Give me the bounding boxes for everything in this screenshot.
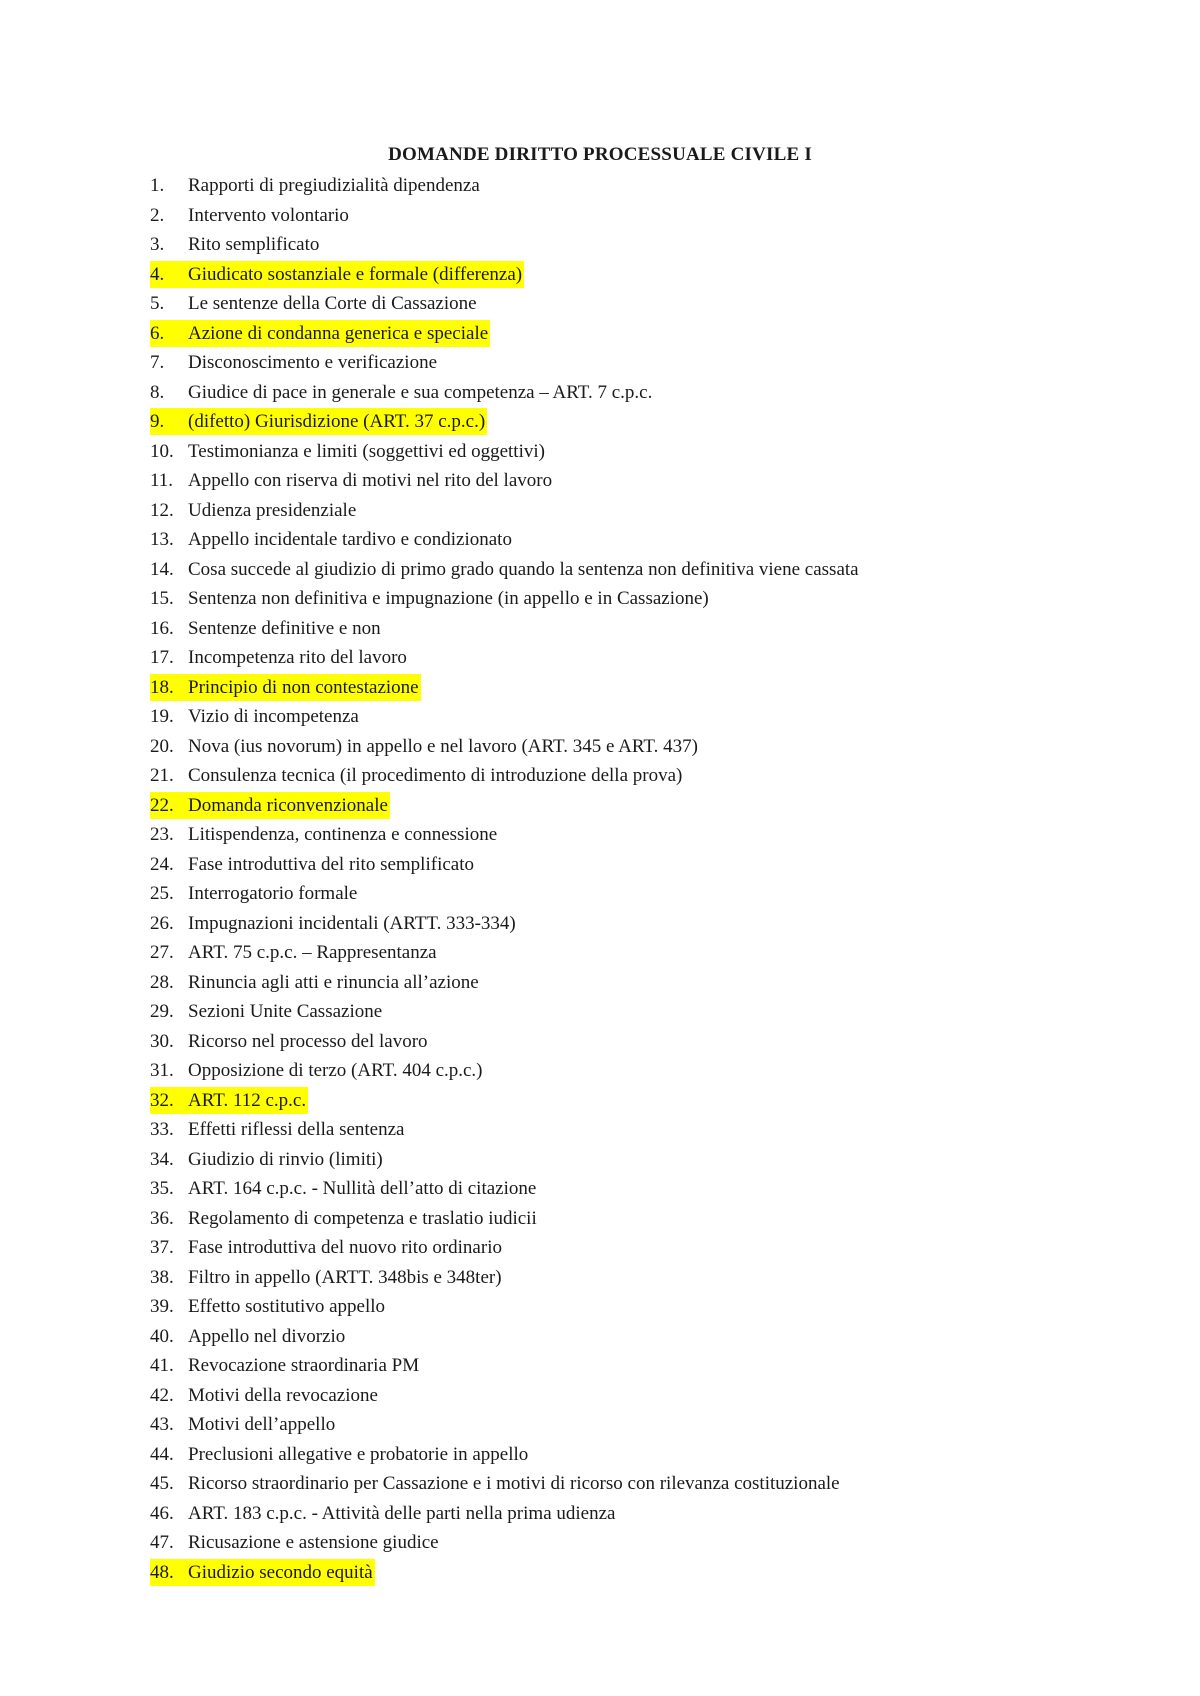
question-number: 7. bbox=[150, 352, 165, 373]
question-text: Fase introduttiva del rito semplificato bbox=[188, 853, 474, 875]
list-item bbox=[150, 467, 861, 497]
question-text-wrap bbox=[150, 910, 518, 937]
question-number: 4. bbox=[150, 263, 165, 285]
question-number: 37. bbox=[150, 1237, 174, 1258]
question-text: Filtro in appello (ARTT. 348bis e 348ter) bbox=[188, 1266, 502, 1288]
question-text-wrap bbox=[150, 1264, 504, 1291]
question-text-wrap bbox=[150, 349, 439, 376]
list-item bbox=[150, 1264, 861, 1294]
question-text: Disconoscimento e verificazione bbox=[188, 352, 438, 373]
question-text: Preclusioni allegative e probatorie in appello bbox=[188, 1443, 529, 1465]
question-text-wrap bbox=[150, 703, 361, 730]
highlighted-question bbox=[150, 1087, 308, 1114]
question-number: 14. bbox=[150, 558, 174, 580]
question-text-wrap bbox=[150, 821, 499, 848]
question-number: 40. bbox=[150, 1325, 174, 1347]
question-text: ART. 164 c.p.c. - Nullità dell’atto di citazione bbox=[188, 1178, 537, 1199]
list-item bbox=[150, 792, 861, 822]
question-number: 5. bbox=[150, 293, 165, 314]
list-item bbox=[150, 1529, 861, 1559]
question-text: Litispendenza, continenza e connessione bbox=[188, 824, 498, 845]
question-text-wrap bbox=[150, 438, 547, 465]
list-item bbox=[150, 821, 861, 851]
list-item bbox=[150, 1028, 861, 1058]
list-item bbox=[150, 674, 861, 704]
list-item bbox=[150, 851, 861, 881]
list-item bbox=[150, 703, 861, 733]
question-text-wrap bbox=[150, 379, 654, 406]
question-number: 41. bbox=[150, 1355, 174, 1376]
question-text: Giudice di pace in generale e sua competenza – ART. 7 c.p.c. bbox=[188, 381, 653, 403]
list-item bbox=[150, 1323, 861, 1353]
question-text-wrap bbox=[150, 969, 481, 996]
question-number: 18. bbox=[150, 676, 174, 698]
question-text: Motivi della revocazione bbox=[188, 1384, 378, 1406]
highlighted-question bbox=[150, 674, 421, 701]
question-number: 16. bbox=[150, 617, 174, 639]
list-item bbox=[150, 231, 861, 261]
question-number: 15. bbox=[150, 588, 174, 609]
question-text-wrap bbox=[150, 1205, 539, 1232]
list-item bbox=[150, 998, 861, 1028]
question-number: 30. bbox=[150, 1030, 174, 1052]
question-number: 27. bbox=[150, 942, 174, 963]
list-item bbox=[150, 320, 861, 350]
question-text-wrap bbox=[150, 1028, 430, 1055]
question-number: 17. bbox=[150, 647, 174, 668]
highlighted-question bbox=[150, 261, 524, 288]
question-text-wrap bbox=[150, 231, 321, 258]
question-number: 22. bbox=[150, 794, 174, 816]
question-text: Giudizio secondo equità bbox=[188, 1561, 373, 1583]
question-text: Consulenza tecnica (il procedimento di introduzione della prova) bbox=[188, 765, 683, 786]
question-text: ART. 75 c.p.c. – Rappresentanza bbox=[188, 942, 437, 963]
question-text-wrap bbox=[150, 172, 482, 199]
question-text-wrap bbox=[150, 467, 554, 494]
highlighted-question bbox=[150, 792, 390, 819]
question-text-wrap bbox=[150, 851, 476, 878]
question-text: Nova (ius novorum) in appello e nel lavoro (ART. 345 e ART. 437) bbox=[188, 735, 698, 757]
list-item bbox=[150, 1205, 861, 1235]
question-number: 10. bbox=[150, 440, 174, 462]
question-text: Revocazione straordinaria PM bbox=[188, 1355, 420, 1376]
list-item bbox=[150, 1470, 861, 1500]
question-text: Ricorso nel processo del lavoro bbox=[188, 1030, 428, 1052]
question-text-wrap bbox=[150, 880, 359, 907]
question-text: Sentenza non definitiva e impugnazione (in appello e in Cassazione) bbox=[188, 588, 709, 609]
question-number: 34. bbox=[150, 1148, 174, 1170]
question-number: 19. bbox=[150, 706, 174, 727]
list-item bbox=[150, 1175, 861, 1205]
question-text: Domanda riconvenzionale bbox=[188, 794, 388, 816]
question-text-wrap bbox=[150, 202, 351, 229]
question-number: 32. bbox=[150, 1089, 174, 1111]
question-text-wrap bbox=[150, 1500, 617, 1527]
question-number: 25. bbox=[150, 883, 174, 904]
question-number: 6. bbox=[150, 322, 165, 344]
question-text: Regolamento di competenza e traslatio iudicii bbox=[188, 1207, 537, 1229]
highlighted-question bbox=[150, 408, 487, 435]
question-text-wrap bbox=[150, 1441, 530, 1468]
list-item bbox=[150, 497, 861, 527]
question-text-wrap bbox=[150, 526, 514, 553]
question-text-wrap bbox=[150, 762, 684, 789]
question-number: 47. bbox=[150, 1532, 174, 1553]
list-item bbox=[150, 202, 861, 232]
question-text: Fase introduttiva del nuovo rito ordinario bbox=[188, 1237, 502, 1258]
question-number: 13. bbox=[150, 529, 174, 550]
list-item bbox=[150, 1057, 861, 1087]
question-text: Testimonianza e limiti (soggettivi ed oggettivi) bbox=[188, 440, 545, 462]
list-item bbox=[150, 615, 861, 645]
question-text-wrap bbox=[150, 1323, 347, 1350]
list-item bbox=[150, 1116, 861, 1146]
question-text: Appello con riserva di motivi nel rito del lavoro bbox=[188, 470, 553, 491]
list-item bbox=[150, 762, 861, 792]
question-text: Opposizione di terzo (ART. 404 c.p.c.) bbox=[188, 1060, 483, 1081]
question-text-wrap bbox=[150, 1116, 406, 1143]
list-item bbox=[150, 349, 861, 379]
list-item bbox=[150, 261, 861, 291]
question-text: Interrogatorio formale bbox=[188, 883, 358, 904]
question-text: Azione di condanna generica e speciale bbox=[188, 322, 489, 344]
question-text-wrap bbox=[150, 615, 383, 642]
question-number: 26. bbox=[150, 912, 174, 934]
list-item bbox=[150, 1087, 861, 1117]
question-number: 31. bbox=[150, 1060, 174, 1081]
highlighted-question bbox=[150, 1559, 375, 1586]
question-text-wrap bbox=[150, 290, 479, 317]
question-text: ART. 183 c.p.c. - Attività delle parti nella prima udienza bbox=[188, 1502, 616, 1524]
question-number: 45. bbox=[150, 1473, 174, 1494]
question-text: Appello incidentale tardivo e condizionato bbox=[188, 529, 512, 550]
list-item bbox=[150, 1234, 861, 1264]
question-number: 2. bbox=[150, 204, 165, 226]
question-number: 38. bbox=[150, 1266, 174, 1288]
question-text: ART. 112 c.p.c. bbox=[188, 1089, 307, 1111]
question-list bbox=[150, 172, 861, 1588]
question-text-wrap bbox=[150, 1234, 504, 1261]
question-number: 24. bbox=[150, 853, 174, 875]
question-text: Intervento volontario bbox=[188, 204, 349, 226]
list-item bbox=[150, 1382, 861, 1412]
question-number: 46. bbox=[150, 1502, 174, 1524]
question-text-wrap bbox=[150, 1146, 385, 1173]
question-number: 9. bbox=[150, 411, 165, 432]
list-item bbox=[150, 172, 861, 202]
question-number: 8. bbox=[150, 381, 165, 403]
question-text: Vizio di incompetenza bbox=[188, 706, 359, 727]
question-number: 23. bbox=[150, 824, 174, 845]
list-item bbox=[150, 1411, 861, 1441]
question-number: 1. bbox=[150, 175, 165, 196]
question-text-wrap bbox=[150, 1175, 538, 1202]
question-text: (difetto) Giurisdizione (ART. 37 c.p.c.) bbox=[188, 411, 486, 432]
question-text: Cosa succede al giudizio di primo grado quando la sentenza non definitiva viene cassata bbox=[188, 558, 859, 580]
question-text: Incompetenza rito del lavoro bbox=[188, 647, 407, 668]
list-item bbox=[150, 438, 861, 468]
list-item bbox=[150, 910, 861, 940]
question-text: Motivi dell’appello bbox=[188, 1414, 336, 1435]
question-number: 12. bbox=[150, 499, 174, 521]
question-text: Rito semplificato bbox=[188, 234, 320, 255]
question-text: Sentenze definitive e non bbox=[188, 617, 381, 639]
question-number: 21. bbox=[150, 765, 174, 786]
question-number: 33. bbox=[150, 1119, 174, 1140]
list-item bbox=[150, 1441, 861, 1471]
question-number: 36. bbox=[150, 1207, 174, 1229]
question-text-wrap bbox=[150, 497, 358, 524]
question-text-wrap bbox=[150, 1057, 485, 1084]
question-text: Udienza presidenziale bbox=[188, 499, 357, 521]
question-number: 39. bbox=[150, 1296, 174, 1317]
question-text: Appello nel divorzio bbox=[188, 1325, 346, 1347]
question-text: Impugnazioni incidentali (ARTT. 333-334) bbox=[188, 912, 516, 934]
question-text: Ricusazione e astensione giudice bbox=[188, 1532, 439, 1553]
question-number: 29. bbox=[150, 1001, 174, 1022]
question-text-wrap bbox=[150, 585, 711, 612]
list-item bbox=[150, 379, 861, 409]
question-text: Effetti riflessi della sentenza bbox=[188, 1119, 405, 1140]
question-text-wrap bbox=[150, 1529, 441, 1556]
list-item bbox=[150, 1146, 861, 1176]
list-item bbox=[150, 1293, 861, 1323]
list-item bbox=[150, 1500, 861, 1530]
page-title: DOMANDE DIRITTO PROCESSUALE CIVILE I bbox=[388, 144, 812, 165]
question-text-wrap bbox=[150, 1382, 380, 1409]
list-item bbox=[150, 939, 861, 969]
list-item bbox=[150, 880, 861, 910]
list-item bbox=[150, 556, 861, 586]
question-number: 28. bbox=[150, 971, 174, 993]
list-item bbox=[150, 526, 861, 556]
question-number: 35. bbox=[150, 1178, 174, 1199]
question-number: 20. bbox=[150, 735, 174, 757]
list-item bbox=[150, 1352, 861, 1382]
highlighted-question bbox=[150, 320, 490, 347]
question-text: Ricorso straordinario per Cassazione e i motivi di ricorso con rilevanza costituzionale bbox=[188, 1473, 840, 1494]
question-number: 43. bbox=[150, 1414, 174, 1435]
list-item bbox=[150, 969, 861, 999]
question-text: Sezioni Unite Cassazione bbox=[188, 1001, 383, 1022]
list-item bbox=[150, 733, 861, 763]
question-text: Rapporti di pregiudizialità dipendenza bbox=[188, 175, 480, 196]
list-item bbox=[150, 290, 861, 320]
question-text: Giudizio di rinvio (limiti) bbox=[188, 1148, 383, 1170]
list-item bbox=[150, 1559, 861, 1589]
list-item bbox=[150, 644, 861, 674]
question-number: 11. bbox=[150, 470, 174, 491]
question-text-wrap bbox=[150, 1470, 842, 1497]
question-text-wrap bbox=[150, 1293, 387, 1320]
question-text: Rinuncia agli atti e rinuncia all’azione bbox=[188, 971, 479, 993]
question-text-wrap bbox=[150, 644, 409, 671]
question-text-wrap bbox=[150, 733, 700, 760]
question-number: 42. bbox=[150, 1384, 174, 1406]
question-text-wrap bbox=[150, 939, 439, 966]
question-text: Effetto sostitutivo appello bbox=[188, 1296, 386, 1317]
question-text-wrap bbox=[150, 998, 384, 1025]
question-number: 44. bbox=[150, 1443, 174, 1465]
question-text: Le sentenze della Corte di Cassazione bbox=[188, 293, 477, 314]
question-text: Principio di non contestazione bbox=[188, 676, 419, 698]
question-text-wrap bbox=[150, 556, 861, 583]
question-text-wrap bbox=[150, 1352, 421, 1379]
question-number: 48. bbox=[150, 1561, 174, 1583]
list-item bbox=[150, 585, 861, 615]
question-number: 3. bbox=[150, 234, 165, 255]
list-item bbox=[150, 408, 861, 438]
question-text-wrap bbox=[150, 1411, 337, 1438]
question-text: Giudicato sostanziale e formale (differenza) bbox=[188, 263, 523, 285]
